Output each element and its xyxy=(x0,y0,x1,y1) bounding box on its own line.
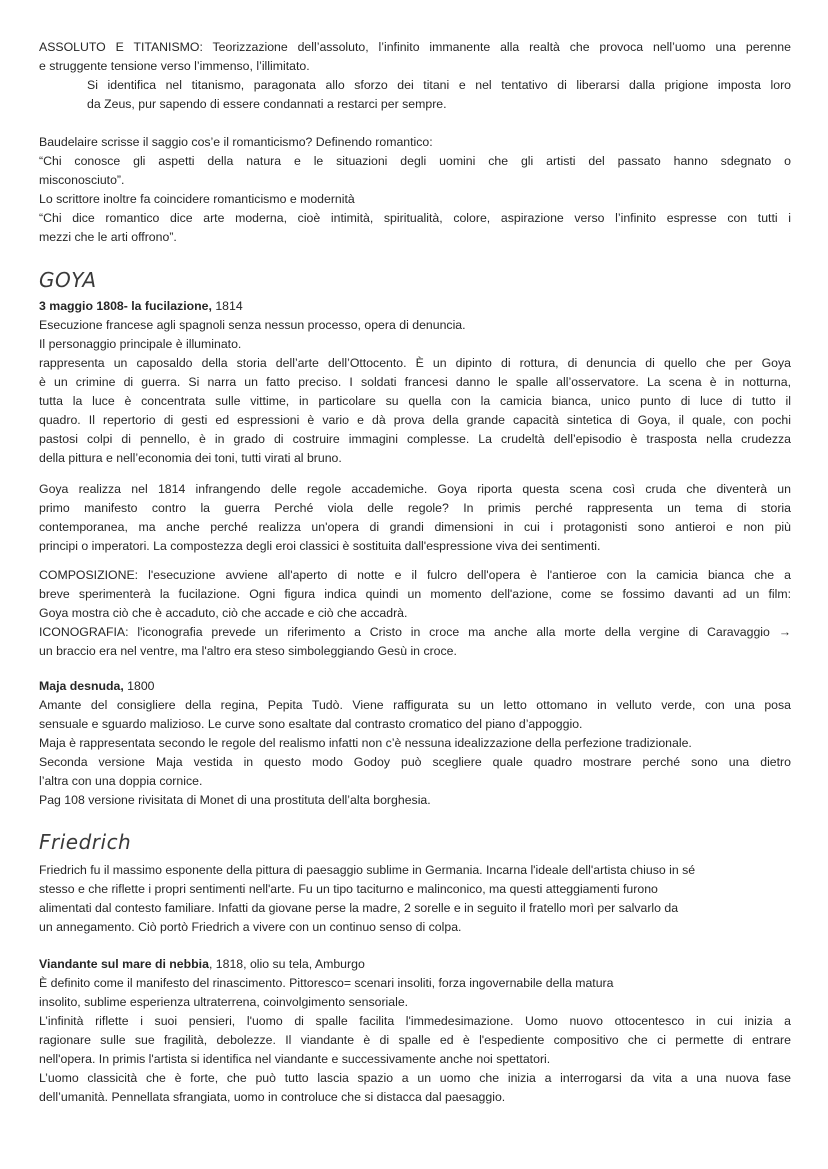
text-line: Maja è rappresentata secondo le regole del realismo infatti non c’è nessuna idealizzazione della perfezione tradizionale. xyxy=(39,736,692,750)
text-line: alimentati dal contesto familiare. Infatti da giovane perse la madre, 2 sorelle e in seguito il fratello morì per salvarlo da xyxy=(39,901,679,915)
assoluto-paragraph xyxy=(39,38,791,114)
text-line: dell’umanità. Pennellata sfrangiata, uomo in controluce che si distacca dal paesaggio. xyxy=(39,1090,506,1104)
text-line: quadro. Il repertorio di gesti ed espressioni è vario e dà prova della grande capacità sintetica di Goya, il quale, con pochi xyxy=(39,413,791,427)
text-line: l’altra con una doppia cornice. xyxy=(39,774,203,788)
text-line: stesso e che riflette i propri sentimenti nell'arte. Fu un tipo taciturno e malinconico, ma questi atteggiamenti furono xyxy=(39,882,658,896)
text-line: Goya realizza nel 1814 infrangendo delle regole accademiche. Goya riporta questa scena così cruda che diventerà un xyxy=(39,482,791,496)
text-line: “Chi dice romantico dice arte moderna, cioè intimità, spiritualità, colore, aspirazione verso l’infinito espresse con tutti i xyxy=(39,211,791,225)
composizione-paragraph xyxy=(39,566,791,661)
text-line: nell'opera. In primis l'artista si identifica nel viandante e successivamente anche noi spettatori. xyxy=(39,1052,551,1066)
text-line: Il personaggio principale è illuminato. xyxy=(39,337,242,351)
work-year: 1814 xyxy=(211,299,243,313)
text-line: Si identifica nel titanismo, paragonata allo sforzo dei titani e nel tentativo di liberarsi dalla prigione imposta loro xyxy=(87,78,791,92)
text-line: contemporanea, ma anche perché realizza un'opera di grandi dimensioni in cui i protagonisti sono antieroi e non più xyxy=(39,520,791,534)
text-line: insolito, sublime esperienza ultraterrena, coinvolgimento sensoriale. xyxy=(39,995,409,1009)
text-line: COMPOSIZIONE: l'esecuzione avviene all'aperto di notte e il fulcro dell'opera è l'antieroe con la camicia bianca che a xyxy=(39,568,791,582)
friedrich-bio xyxy=(39,861,791,937)
friedrich-heading: Friedrich xyxy=(39,830,132,854)
work-title-bold: Viandante sul mare di nebbia xyxy=(39,957,209,971)
text-line: ICONOGRAFIA: l'iconografia prevede un riferimento a Cristo in croce ma anche alla morte della vergine di Caravaggio → xyxy=(39,625,791,639)
text-line: “Chi conosce gli aspetti della natura e le situazioni degli uomini che gli artisti del passato hanno sdegnato o xyxy=(39,154,791,168)
text-line: è un crimine di guerra. Si narra un fatto preciso. I soldati francesi danno le spalle all’osservatore. La scena è in notturna, xyxy=(39,375,791,389)
text-line: Esecuzione francese agli spagnoli senza nessun processo, opera di denuncia. xyxy=(39,318,466,332)
text-line: primo manifesto contro la guerra Perché viola delle regole? In primis perché rappresenta un tema di storia xyxy=(39,501,791,515)
viandante-section xyxy=(39,955,791,1107)
text-line: rappresenta un caposaldo della storia dell’arte dell’Ottocento. È un dipinto di rottura, di denuncia di quello che per Goya xyxy=(39,356,791,370)
text-line: da Zeus, pur sapendo di essere condannati a restarci per sempre. xyxy=(87,97,447,111)
work-title xyxy=(39,297,791,316)
text-line: ASSOLUTO E TITANISMO: Teorizzazione dell’assoluto, l’infinito immanente alla realtà che provoca nell’uomo una perenne xyxy=(39,40,791,54)
text-line: Amante del consigliere della regina, Pepita Tudò. Viene raffigurata su un letto ottomano in velluto verde, con una posa xyxy=(39,698,791,712)
fucilazione-section xyxy=(39,297,791,468)
text-line: misconosciuto”. xyxy=(39,173,125,187)
text-line: mezzi che le arti offrono”. xyxy=(39,230,177,244)
text-line: un annegamento. Ciò portò Friedrich a vivere con un continuo senso di colpa. xyxy=(39,920,462,934)
work-year: 1800 xyxy=(123,679,155,693)
text-line: e struggente tensione verso l’immenso, l’illimitato. xyxy=(39,59,310,73)
baudelaire-paragraph xyxy=(39,133,791,247)
text-line: Friedrich fu il massimo esponente della pittura di paesaggio sublime in Germania. Incarna l'ideale dell'artista chiuso in sé xyxy=(39,863,696,877)
text-line: tutta la luce è concentrata sulle vittime, in particolare su quella con la camicia bianca, unico punto di luce di tutto il xyxy=(39,394,791,408)
text-line: breve sperimenterà la fucilazione. Ogni figura indica quindi un momento dell'azione, come se fossimo davanti ad un film: xyxy=(39,587,791,601)
text-line: principi o imperatori. La compostezza degli eroi classici è sostituita dall'espressione viva dei sentimenti. xyxy=(39,539,601,553)
realizza-paragraph xyxy=(39,480,791,556)
text-line: Goya mostra ciò che è accaduto, ciò che accade e ciò che accadrà. xyxy=(39,606,408,620)
text-line: È definito come il manifesto del rinascimento. Pittoresco= scenari insoliti, forza ingovernabile della matura xyxy=(39,976,614,990)
text-line: sensuale e sguardo malizioso. Le curve sono esaltate dal contrasto cromatico del piano d’appoggio. xyxy=(39,717,583,731)
maja-section xyxy=(39,677,791,810)
text-line: L’uomo classicità che è forte, che può tutto lascia spazio a un uomo che inizia a interrogarsi da vita a una nuova fase xyxy=(39,1071,791,1085)
work-title-bold: Maja desnuda, xyxy=(39,679,124,693)
text-line: pastosi colpi di pennello, è in grado di costruire immagini complesse. La crudeltà dell’episodio è trasposta nella crudezza xyxy=(39,432,791,446)
text-line: un braccio era nel ventre, ma l'altro era steso simboleggiando Gesù in croce. xyxy=(39,644,457,658)
work-details: , 1818, olio su tela, Amburgo xyxy=(208,957,365,971)
text-line: L’infinità riflette i suoi pensieri, l'uomo di spalle facilita l'immedesimazione. Uomo nuovo ottocentesco in cui inizia a xyxy=(39,1014,791,1028)
text-line: della pittura e nell’economia dei toni, tutti virati al bruno. xyxy=(39,451,342,465)
text-line: Seconda versione Maja vestida in questo modo Godoy può scegliere quale quadro mostrare perché sono una dietro xyxy=(39,755,791,769)
work-title-bold: 3 maggio 1808- la fucilazione, xyxy=(39,299,212,313)
text-line: ragionare sulle sue fragilità, debolezze. Il viandante è di spalle ed è l'espediente compositivo che ci permette di entrare xyxy=(39,1033,791,1047)
text-line: Pag 108 versione rivisitata di Monet di una prostituta dell’alta borghesia. xyxy=(39,793,431,807)
text-line: Lo scrittore inoltre fa coincidere romanticismo e modernità xyxy=(39,192,355,206)
goya-heading: GOYA xyxy=(39,268,97,292)
work-title xyxy=(39,955,791,974)
text-line: Baudelaire scrisse il saggio cos’e il romanticismo? Definendo romantico: xyxy=(39,135,433,149)
work-title xyxy=(39,677,791,696)
